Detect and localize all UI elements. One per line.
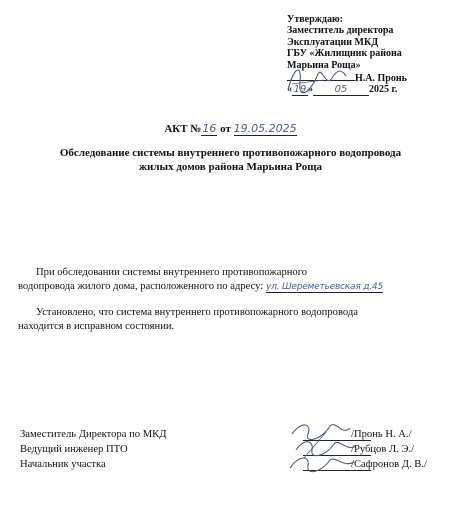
approval-day: 19 [293,84,307,96]
approval-year: 2025 г. [369,84,398,96]
signature-row [20,459,450,473]
approval-line: Эксплуатации МКД [287,36,379,48]
approval-line: Марьина Роща» [287,59,361,71]
act-subject [20,146,441,174]
act-number: 16 [202,122,217,135]
signer-role: Начальник участка [20,459,106,470]
act-label: АКТ № [164,123,202,135]
approval-month: 05 [313,84,369,96]
signer-name: /Рубцов Л. Э./ [351,444,415,455]
act-date: 19.05.2025 [233,122,297,135]
approval-line: Заместитель директора [287,25,394,37]
approval-heading: Утверждаю: [287,14,343,25]
date-quote: « [287,84,292,96]
handwritten-signature [286,418,362,476]
signer-role: Ведущий инженер ПТО [20,444,128,455]
paragraph-line [18,280,443,294]
paragraph-line: Установлено, что система внутреннего противопожарного водопровода [36,307,358,318]
handwritten-address: ул. Шереметьевская д.45 [265,282,383,292]
signer-name: /Пронь Н. А./ [351,429,412,440]
paragraph-line: При обследовании системы внутреннего противопожарного [36,267,308,278]
body-paragraph-1 [18,266,443,294]
signer-role: Заместитель Директора по МКД [20,429,167,440]
subject-line: жилых домов района Марьина Роща [139,161,322,173]
handwritten-signature [280,60,350,100]
signer-name: /Сафронов Д. В./ [351,459,427,470]
date-quote: » [308,84,313,96]
signature-row [20,429,450,443]
approval-signer: Н.А. Пронь [355,73,407,85]
subject-line: Обследование системы внутреннего противопожарного водопровода [59,147,402,159]
paragraph-text: водопровода жилого дома, расположенного по адресу: [18,281,264,292]
paragraph-line: находится в исправном состоянии. [18,321,175,332]
act-title [0,122,461,135]
signature-row [20,444,450,458]
approval-line: ГБУ «Жилищник района [287,48,402,60]
act-date-label: от [220,123,231,135]
body-paragraph-2 [18,306,443,334]
